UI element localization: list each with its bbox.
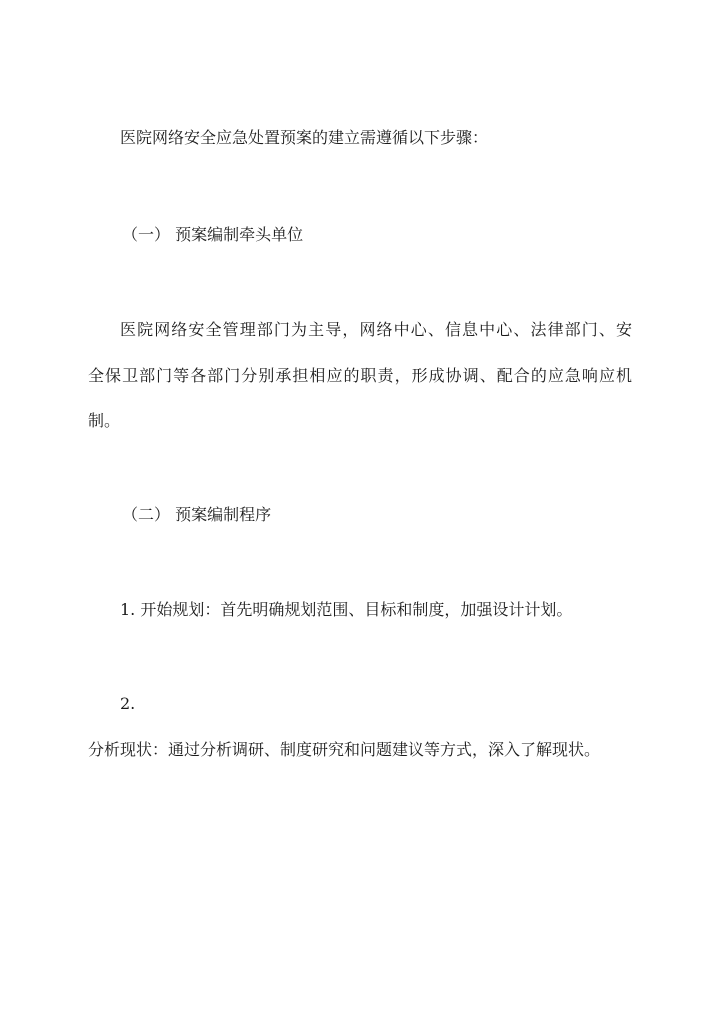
intro-paragraph: 医院网络安全应急处置预案的建立需遵循以下步骤： xyxy=(120,128,489,147)
step-1: 1. 开始规划：首先明确规划范围、目标和制度，加强设计计划。 xyxy=(120,600,573,619)
section-1-body-line-2: 全保卫部门等各部门分别承担相应的职责，形成协调、配合的应急响应机 xyxy=(88,366,632,385)
step-2-text: 分析现状：通过分析调研、制度研究和问题建议等方式，深入了解现状。 xyxy=(88,740,601,759)
section-1-body-line-1: 医院网络安全管理部门为主导，网络中心、信息中心、法律部门、安 xyxy=(120,320,632,339)
section-1-body-line-3: 制。 xyxy=(88,411,121,430)
section-1-heading: （一） 预案编制牵头单位 xyxy=(122,225,304,244)
step-2-number: 2. xyxy=(120,694,136,713)
section-2-heading: （二） 预案编制程序 xyxy=(122,505,272,524)
